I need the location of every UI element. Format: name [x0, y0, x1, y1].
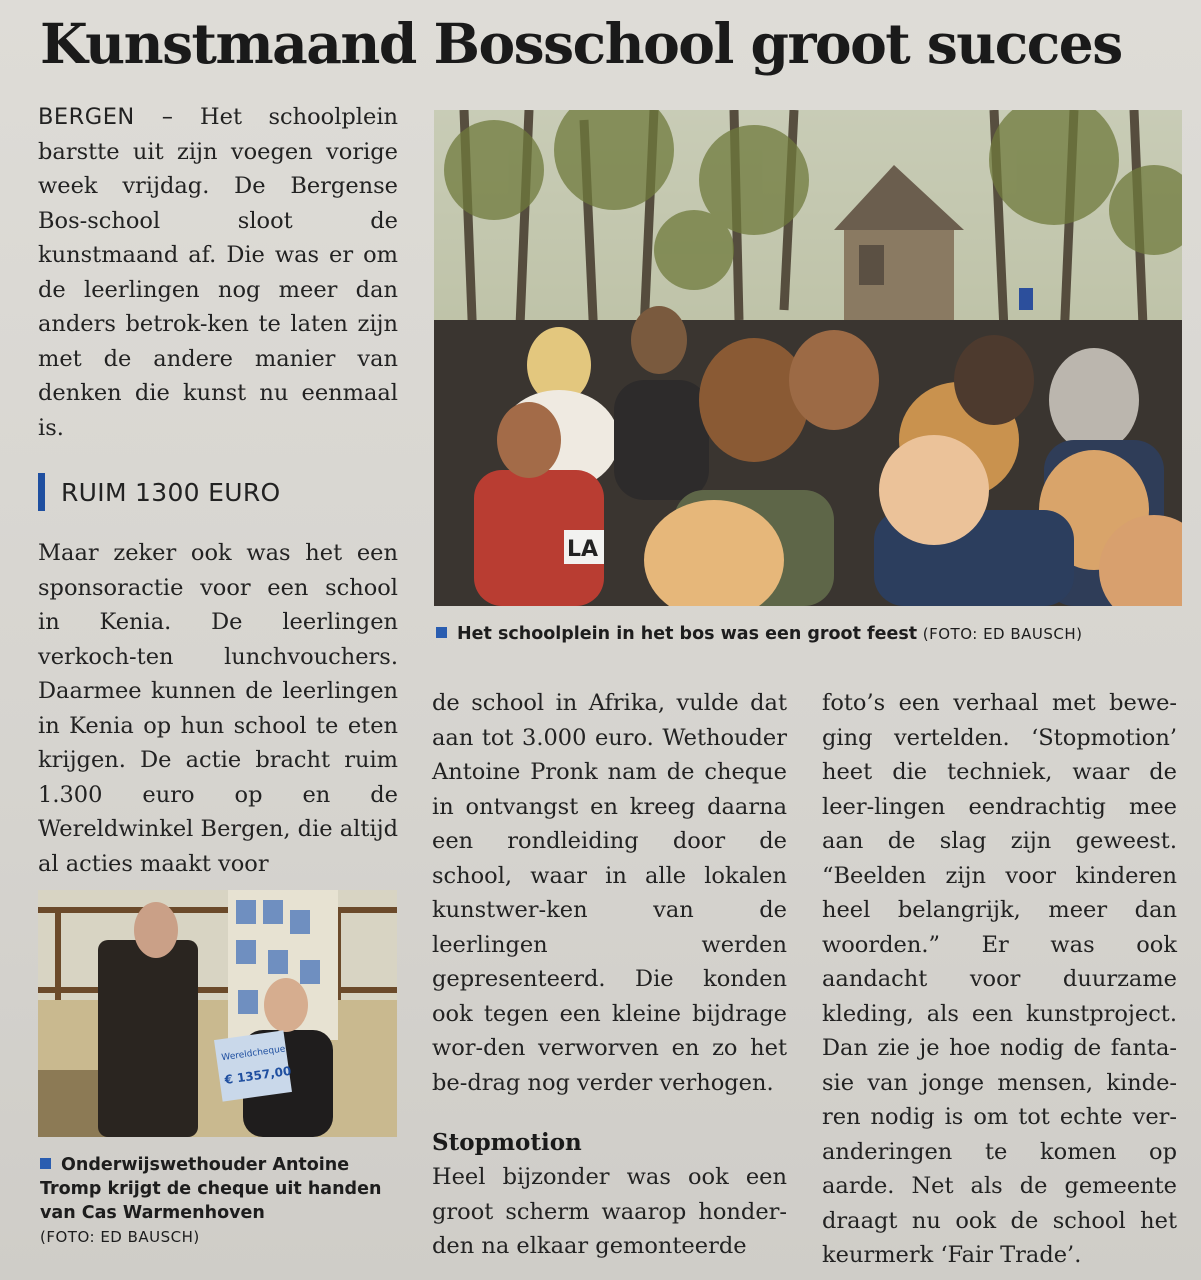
body-column-3 [822, 686, 1177, 1273]
body-paragraph-2: de school in Afrika, vulde dat aan tot 3.000 euro. Wethouder Antoine Pronk nam de cheque in ontvangst en kreeg daarna een rondleiding door de school, waar in alle lokalen kunstwer-ken van de leerlingen werden gepresenteerd. Die konden ook tegen een kleine bijdrage wor-den verworven en zo het be-drag nog verder verhogen. [432, 690, 787, 1096]
main-photo-credit: (FOTO: ED BAUSCH) [922, 625, 1083, 643]
cheque-photo [38, 890, 397, 1137]
section-heading-stopmotion: Stopmotion [432, 1129, 582, 1156]
intro-text: Het schoolplein barstte uit zijn voegen vorige week vrijdag. De Bergense Bos-school sloot de kunstmaand af. Die was er om de leerlingen nog meer dan anders betrok-ken te laten zijn met de andere manier van denken die kunst nu eenmaal is. [38, 104, 399, 441]
intro-paragraph [38, 100, 398, 445]
subheading [38, 472, 280, 512]
cheque-photo-caption-text: Onderwijswethouder Antoine Tromp krijgt de cheque uit handen van Cas Warmenhoven [40, 1155, 382, 1223]
body-paragraph-1: Maar zeker ook was het een sponsoractie voor een school in Kenia. De leerlingen verkoch-ten lunchvouchers. Daarmee kunnen de leerlingen in Kenia op hun school te eten krijgen. De actie bracht ruim 1.300 euro op en de Wereldwinkel Bergen, die altijd al acties maakt voor [38, 540, 398, 877]
cheque-photo-caption [40, 1153, 400, 1249]
main-photo-caption [436, 620, 1186, 648]
main-photo-caption-text: Het schoolplein in het bos was een groot feest [457, 624, 918, 644]
headline: Kunstmaand Bosschool groot succes [40, 11, 1122, 76]
main-photo [434, 110, 1182, 606]
caption-square-icon [40, 1158, 51, 1169]
cheque-title: Wereldcheque [220, 1044, 287, 1064]
cheque-photo-credit: (FOTO: ED BAUSCH) [40, 1228, 200, 1246]
intro-column [38, 100, 398, 445]
cheque-photo-illustration [38, 890, 397, 1137]
body-column-1 [38, 536, 398, 881]
subheading-bar [38, 473, 45, 511]
body-paragraph-2b: Heel bijzonder was ook een groot scherm waarop honder-den na elkaar gemonteerde [432, 1164, 787, 1259]
cheque-amount: € 1357,00 [223, 1063, 293, 1088]
main-photo-illustration [434, 110, 1182, 606]
body-column-2 [432, 686, 787, 1264]
subheading-text: RUIM 1300 EURO [61, 477, 281, 507]
sweater-text: LA [567, 537, 599, 562]
caption-square-icon [436, 627, 447, 638]
body-paragraph-3: foto’s een verhaal met bewe-ging vertelden. ‘Stopmotion’ heet die techniek, waar de leer-lingen eendrachtig mee aan de slag zijn geweest. “Beelden zijn voor kinderen heel belangrijk, meer dan woorden.” Er was ook aandacht voor duurzame kleding, als een kunstproject. Dan zie je hoe nodig de fanta-sie van jonge mensen, kinde-ren nodig is om tot echte ver-anderingen te komen op aarde. Net als de gemeente draagt nu ook de school het keurmerk ‘Fair Trade’. [822, 690, 1177, 1268]
dateline: BERGEN – [38, 104, 174, 130]
